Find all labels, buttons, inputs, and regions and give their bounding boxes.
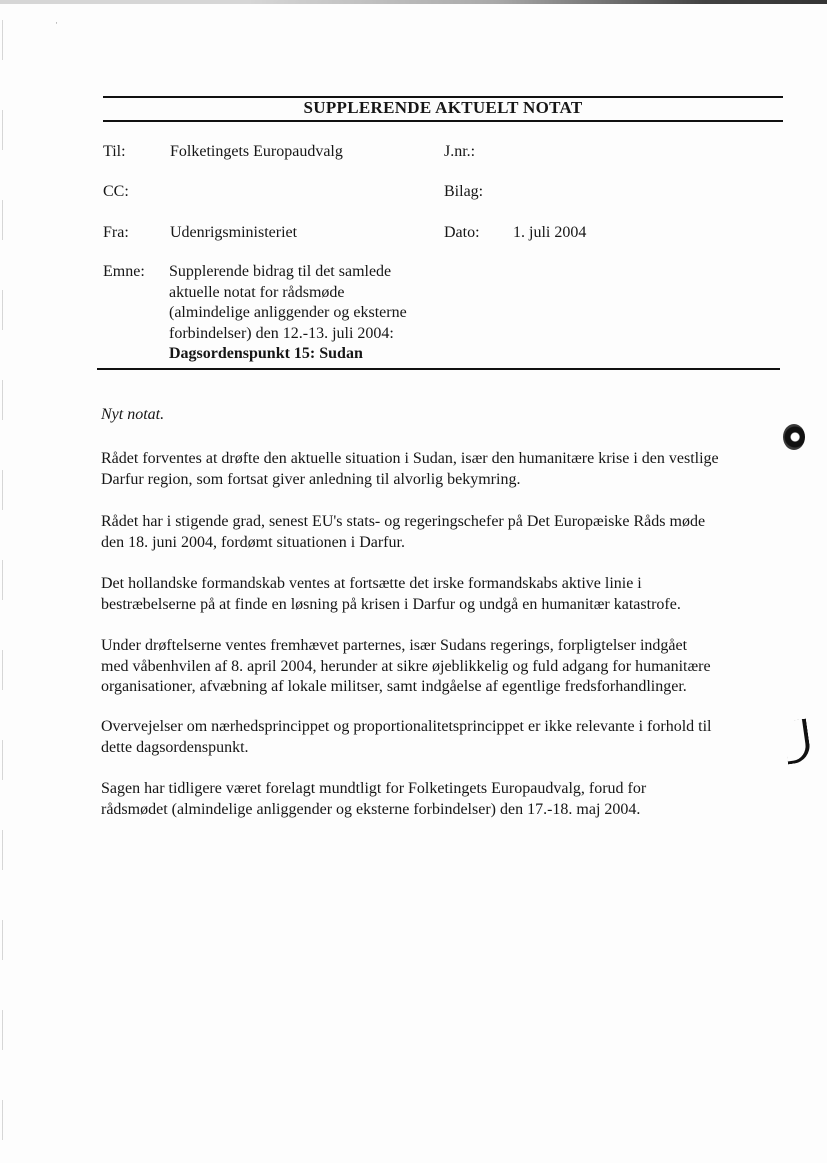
emne-value bbox=[169, 262, 407, 365]
scan-edge-top bbox=[0, 0, 827, 4]
emne-line: (almindelige anliggender og eksterne bbox=[169, 304, 407, 321]
bilag-label: Bilag: bbox=[444, 183, 484, 200]
scan-speck: · bbox=[55, 18, 58, 28]
paragraph-line: Sagen har tidligere været forelagt mundtligt for Folketingets Europaudvalg, forud for bbox=[101, 780, 647, 797]
emne-line: aktuelle notat for rådsmøde bbox=[169, 283, 345, 301]
paragraph bbox=[101, 717, 791, 758]
header-rule-bottom bbox=[97, 368, 780, 370]
header-rule-under-title bbox=[103, 120, 783, 122]
paragraph-line: dette dagsordenspunkt. bbox=[101, 738, 249, 756]
paragraph bbox=[101, 574, 791, 615]
paragraph-line: Darfur region, som fortsat giver anledning til alvorlig bekymring. bbox=[101, 470, 521, 488]
paragraph-line: Rådet har i stigende grad, senest EU's stats- og regeringschefer på Det Europæiske Råds møde bbox=[101, 513, 706, 530]
punch-hole-icon bbox=[783, 424, 805, 450]
paragraph bbox=[101, 636, 791, 698]
note-label: Nyt notat. bbox=[101, 406, 165, 423]
fra-label: Fra: bbox=[103, 224, 129, 241]
emne-agenda-item: Dagsordenspunkt 15: Sudan bbox=[169, 345, 363, 362]
paragraph-line: med våbenhvilen af 8. april 2004, herunder at sikre øjeblikkelig og fuld adgang for humanitære bbox=[101, 657, 711, 675]
document-title: SUPPLERENDE AKTUELT NOTAT bbox=[303, 98, 583, 117]
paragraph-line: organisationer, afvæbning af lokale militser, samt indgåelse af egentlige fredsforhandlinger. bbox=[101, 678, 687, 695]
paragraph bbox=[101, 512, 791, 553]
paragraph-line: rådsmødet (almindelige anliggender og eksterne forbindelser) den 17.-18. maj 2004. bbox=[101, 800, 641, 818]
dato-value: 1. juli 2004 bbox=[513, 224, 587, 241]
paragraph-line: Overvejelser om nærhedsprincippet og proportionalitetsprincippet er ikke relevante i forhold til bbox=[101, 718, 712, 735]
paragraph bbox=[101, 779, 791, 820]
til-value: Folketingets Europaudvalg bbox=[170, 143, 343, 160]
emne-line: Supplerende bidrag til det samlede bbox=[169, 263, 392, 280]
emne-line: forbindelser) den 12.-13. juli 2004: bbox=[169, 324, 394, 342]
paragraph-line: Under drøftelserne ventes fremhævet parternes, især Sudans regerings, forpligtelser indgået bbox=[101, 637, 688, 654]
paragraph bbox=[101, 449, 791, 490]
scan-edge-left bbox=[2, 20, 3, 1150]
paragraph-line: bestræbelserne på at finde en løsning på krisen i Darfur og undgå en humanitær katastrofe. bbox=[101, 595, 681, 613]
jnr-label: J.nr.: bbox=[444, 143, 476, 160]
paragraph-line: Det hollandske formandskab ventes at fortsætte det irske formandskabs aktive linie i bbox=[101, 575, 642, 592]
cc-label: CC: bbox=[103, 183, 129, 200]
paragraph-line: Rådet forventes at drøfte den aktuelle situation i Sudan, især den humanitære krise i den vestlige bbox=[101, 450, 719, 467]
dato-label: Dato: bbox=[444, 224, 480, 241]
paragraph-line: den 18. juni 2004, fordømt situationen i Darfur. bbox=[101, 533, 405, 551]
til-label: Til: bbox=[103, 143, 126, 160]
fra-value: Udenrigsministeriet bbox=[170, 224, 298, 241]
emne-label: Emne: bbox=[103, 263, 145, 280]
